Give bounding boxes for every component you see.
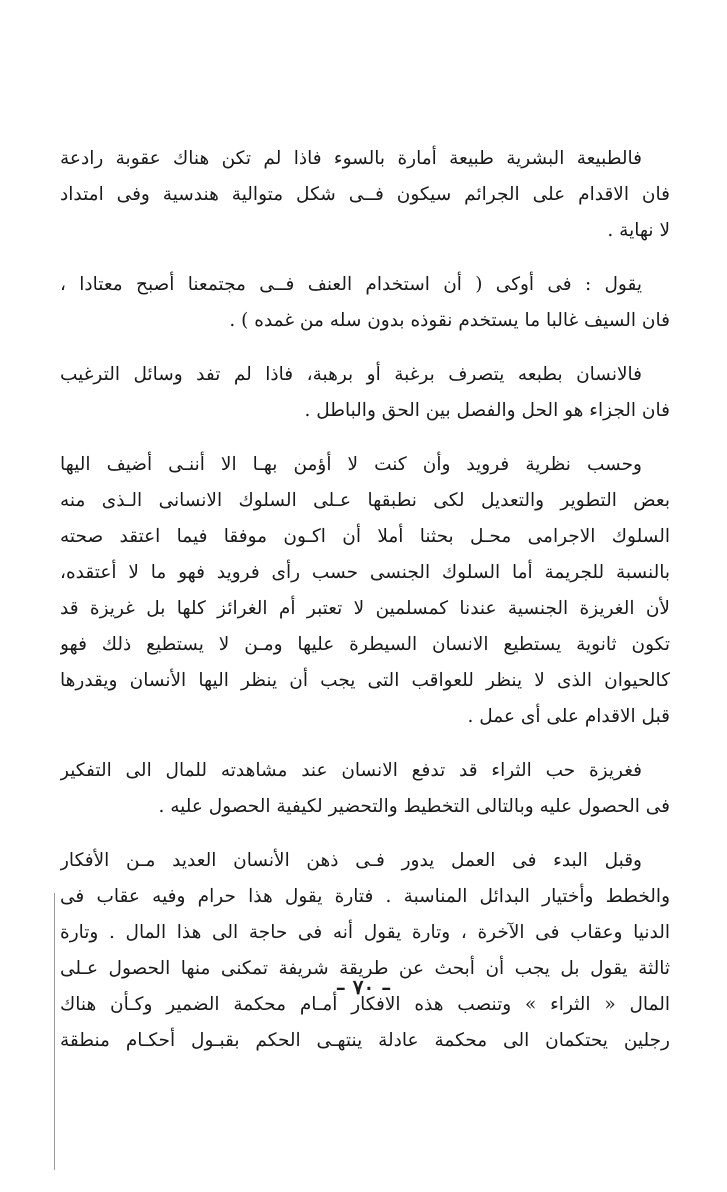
text-line: فالطبيعة البشرية طبيعة أمارة بالسوء فاذا لم تكن هناك عقوبة رادعة: [60, 148, 642, 169]
paragraph-6: [60, 843, 670, 1059]
text-line: بالنسبة للجريمة أما السلوك الجنسى حسب رأى فرويد فهو ما لا أعتقده،: [60, 562, 670, 583]
text-line: فان الاقدام على الجرائم سيكون فــى شكل متوالية هندسية وفى امتداد: [60, 184, 670, 205]
text-line: رجلين يحتكمان الى محكمة عادلة ينتهـى الحكم بقبـول أحكـام منطقة: [60, 1030, 670, 1051]
text-line: فى الحصول عليه وبالتالى التخطيط والتحضير لكيفية الحصول عليه .: [158, 796, 670, 817]
text-line: لأن الغريزة الجنسية عندنا كمسلمين لا تعتبر أم الغرائز كلها بل غريزة قد: [60, 598, 670, 619]
text-line: وحسب نظرية فرويد وأن كنت لا أؤمن بهـا الا أننـى أضيف اليها: [60, 454, 642, 475]
text-line: كالحيوان الذى لا ينظر للعواقب التى يجب أن ينظر اليها الأنسان ويقدرها: [60, 670, 670, 691]
text-line: وقبل البدء فى العمل يدور فـى ذهن الأنسان العديد مـن الأفكار: [60, 850, 642, 871]
text-line: السلوك الاجرامى محـل بحثنا أملا أن اكـون موفقا فيما اعتقد صحته: [60, 526, 670, 547]
text-line: قبل الاقدام على أى عمل .: [467, 706, 670, 727]
text-line: فان الجزاء هو الحل والفصل بين الحق والباطل .: [304, 400, 670, 421]
text-line: فغريزة حب الثراء قد تدفع الانسان عند مشاهدته للمال الى التفكير: [60, 760, 642, 781]
text-line: فالانسان بطبعه يتصرف برغبة أو برهبة، فاذا لم تفد وسائل الترغيب: [60, 364, 642, 385]
margin-rule: [54, 893, 55, 1170]
paragraph-3: [60, 357, 670, 429]
page-number: – ٧٠ –: [335, 975, 392, 999]
text-line: والخطط وأختيار البدائل المناسبة . فتارة يقول هذا حرام وفيه عقاب فى: [60, 886, 670, 907]
text-line: فان السيف غالبا ما يستخدم نقوذه بدون سله من غمده ) .: [229, 310, 670, 331]
paragraph-5: [60, 753, 670, 825]
text-line: الدنيا وعقاب فى الآخرة ، وتارة يقول أنه فى حاجة الى هذا المال . وتارة: [60, 922, 670, 943]
text-line: يقول : فى أوكى ( أن استخدام العنف فــى مجتمعنا أصبح معتادا ،: [60, 274, 642, 295]
text-line: تكون ثانوية يستطيع الانسان السيطرة عليها ومـن لا يستطيع ذلك فهو: [60, 634, 670, 655]
paragraph-4: [60, 447, 670, 735]
text-line: بعض التطوير والتعديل لكى نطبقها عـلى السلوك الانسانى الـذى منه: [60, 490, 670, 511]
text-line: ثالثة يقول بل يجب أن أبحث عن طريقة شريفة تمكنى منها الحصول عـلى: [60, 958, 670, 979]
text-line: المال « الثراء » وتنصب هذه الافكار أمـام محكمة الضمير وكـأن هناك: [60, 994, 670, 1015]
text-line: لا نهاية .: [607, 220, 670, 241]
body-text: [60, 141, 670, 1077]
paragraph-1: [60, 141, 670, 249]
paragraph-2: [60, 267, 670, 339]
